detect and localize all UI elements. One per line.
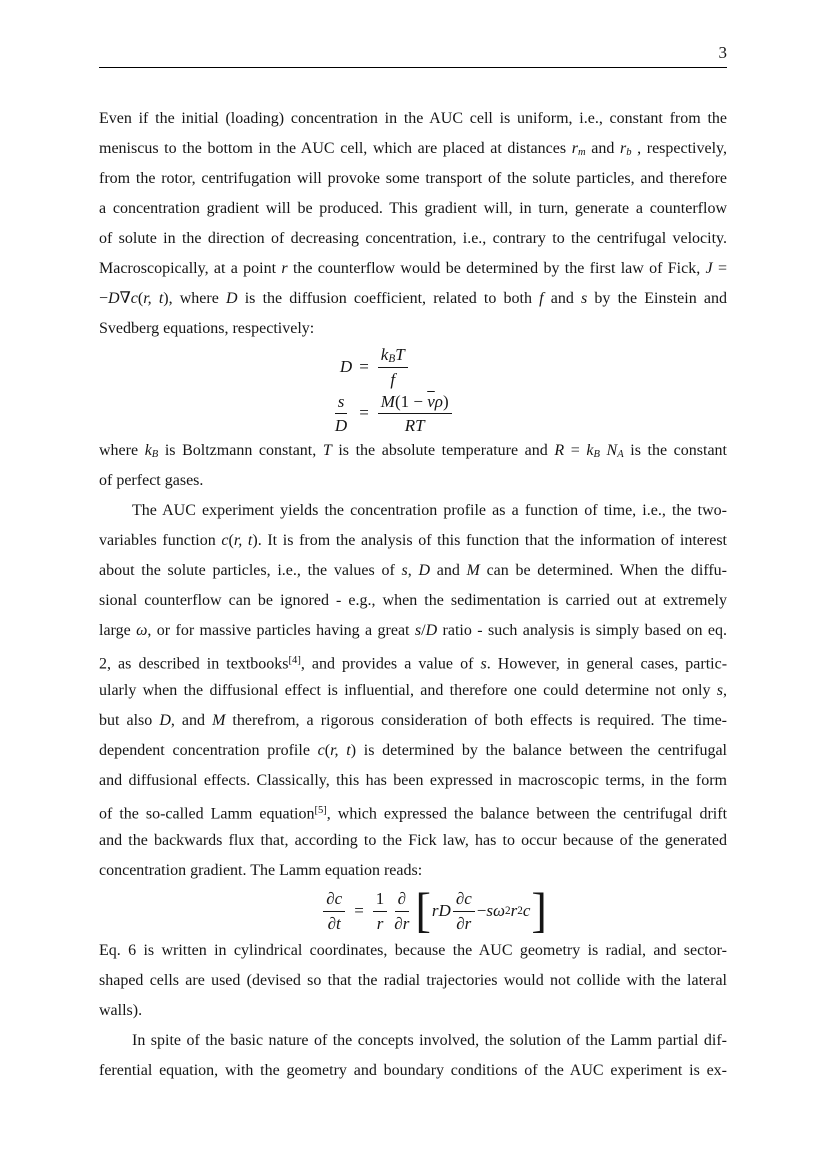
text-run: r <box>619 140 627 157</box>
text-run: B <box>151 449 159 461</box>
text-line <box>99 466 727 496</box>
text-run: [5] <box>314 805 327 816</box>
fraction-denominator <box>453 912 474 934</box>
text-run: and <box>543 290 582 307</box>
fraction-numerator <box>323 888 345 911</box>
text-line <box>99 616 727 646</box>
text-run: ( <box>137 290 144 307</box>
text-run: f <box>539 290 544 307</box>
equation-row <box>99 344 629 391</box>
text-run: s <box>414 622 422 639</box>
text-line <box>99 586 727 616</box>
text-line <box>99 996 727 1026</box>
text-run: sional counterflow can be ignored - e.g., when the sedimentation is carried out at extremely <box>99 592 727 609</box>
text-run: T <box>322 442 332 459</box>
text-run: is the absolute temperature and <box>331 442 555 459</box>
text-run: D <box>334 415 348 435</box>
text-run: rD <box>431 901 451 920</box>
text-run: of perfect gases. <box>99 472 204 489</box>
text-line <box>99 194 727 224</box>
text-run: dependent concentration profile <box>99 742 318 759</box>
text-run: M <box>380 391 395 411</box>
text-line <box>99 796 727 826</box>
fraction-numerator <box>378 391 452 414</box>
text-run: = <box>564 442 587 459</box>
text-run: can be determined. When the diffu- <box>479 562 728 579</box>
text-run: k <box>144 442 152 459</box>
text-run: 2 <box>517 905 523 917</box>
header-rule <box>99 67 727 68</box>
text-run: Svedberg equations, respectively: <box>99 320 315 337</box>
text-run: − <box>99 290 109 307</box>
text-line <box>99 966 727 996</box>
equation-row <box>99 391 629 437</box>
text-run: , <box>407 562 419 579</box>
text-run: D <box>159 712 171 729</box>
text-run: ) is determined by the balance between the centrifugal <box>350 742 727 759</box>
text-run: and <box>585 140 620 157</box>
text-run: 2 <box>504 905 511 917</box>
text-run: Macroscopically, at a point <box>99 260 282 277</box>
text-run: D <box>425 622 438 639</box>
text-run: and diffusional effects. Classically, this has been expressed in macroscopic terms, in the form <box>99 772 727 789</box>
text-run: from the rotor, centrifugation will provoke some transport of the solute particles, and therefore <box>99 170 727 187</box>
text-line <box>99 526 727 556</box>
text-run: s <box>480 655 487 673</box>
text-run: / <box>421 622 426 639</box>
text-run: concentration gradient. The Lamm equation reads: <box>99 862 423 879</box>
text-run: variables function <box>99 532 222 549</box>
text-run: = <box>712 260 727 277</box>
text-run: M <box>466 562 480 579</box>
text-run: shaped cells are used (devised so that the radial trajectories would not collide with the lateral <box>99 972 727 989</box>
text-run: ∇ <box>119 290 131 307</box>
text-run: large <box>99 622 137 639</box>
text-line <box>99 766 727 796</box>
equation-lhs <box>99 391 352 437</box>
text-run: r, t <box>330 742 351 759</box>
text-run: ∂ <box>397 889 407 909</box>
text-line <box>99 134 727 164</box>
text-line <box>99 496 727 526</box>
text-run: B <box>388 353 396 366</box>
equation-lhs <box>99 357 352 377</box>
text-run: , which expressed the balance between the centrifugal drift <box>326 805 728 823</box>
fraction-numerator <box>453 888 475 911</box>
bracket: [ <box>415 883 431 938</box>
text-run: , <box>723 682 727 699</box>
fraction-denominator <box>332 414 350 436</box>
text-run: s <box>337 391 345 411</box>
fraction-numerator <box>395 888 409 911</box>
text-run: 1 <box>375 889 385 909</box>
text-run: of the so-called Lamm equation <box>99 805 315 823</box>
text-run: (1 − <box>394 391 428 411</box>
text-line <box>99 164 727 194</box>
text-run: ∂r <box>394 913 410 933</box>
text-run: N <box>606 442 618 459</box>
text-run: meniscus to the bottom in the AUC cell, which are placed at distances <box>99 140 572 157</box>
equation-rhs <box>376 344 629 391</box>
text-run: where <box>99 442 145 459</box>
equation-rhs <box>371 883 619 938</box>
text-line <box>99 436 727 466</box>
text-run: therefrom, a rigorous consideration of both effects is required. The time- <box>225 712 727 729</box>
fraction <box>378 391 452 437</box>
fraction-numerator <box>335 391 348 414</box>
text-run: c <box>522 901 531 920</box>
text-run: ω <box>136 622 148 639</box>
text-run: ferential equation, with the geometry and boundary conditions of the AUC experiment is ex- <box>99 1062 727 1079</box>
text-run: but also <box>99 712 160 729</box>
text-run: ), where <box>163 290 227 307</box>
equation-rhs <box>376 391 629 437</box>
text-run: ularly when the diffusional effect is influential, and therefore one could determine not only <box>99 682 717 699</box>
text-run: r <box>510 901 518 920</box>
text-run: b <box>626 147 632 159</box>
text-run: r <box>376 913 384 933</box>
text-run: ( <box>324 742 331 759</box>
text-run: k <box>586 442 594 459</box>
text-run: is Boltzmann constant, <box>158 442 323 459</box>
fraction <box>391 888 412 934</box>
text-line <box>99 284 727 314</box>
equation-row <box>99 883 619 938</box>
text-run: ratio - such analysis is simply based on eq. <box>437 622 728 639</box>
text-run: ). It is from the analysis of this function that the information of interest <box>252 532 727 549</box>
fraction-numerator <box>373 888 388 911</box>
text-run: s <box>716 682 723 699</box>
fraction-denominator <box>325 912 344 934</box>
equals-sign: = <box>359 403 369 423</box>
text-run: B <box>593 449 600 461</box>
text-line <box>99 826 727 856</box>
fraction-denominator <box>391 912 412 934</box>
fraction-denominator <box>402 414 428 436</box>
text-run: m <box>577 147 586 159</box>
text-run: D <box>339 357 353 377</box>
text-run: $\overline{v}$ <box>427 391 435 411</box>
text-run: c <box>130 290 138 307</box>
fraction <box>453 888 475 934</box>
text-run: , respectively, <box>631 140 727 157</box>
text-run: is the constant <box>623 442 728 459</box>
text-run: D <box>226 290 238 307</box>
text-line <box>99 254 727 284</box>
fraction <box>378 344 408 391</box>
text-run: ∂c <box>326 889 343 909</box>
text-run: r <box>281 260 288 277</box>
text-run: ( <box>228 532 234 549</box>
text-run: R <box>554 442 565 459</box>
text-run: r, t <box>143 290 164 307</box>
text-run: , or for massive particles having a great <box>147 622 415 639</box>
text-run: Even if the initial (loading) concentration in the AUC cell is uniform, i.e., constant from the <box>99 110 727 127</box>
body-text <box>99 104 727 1086</box>
text-run: D <box>418 562 431 579</box>
text-run: ) <box>442 391 449 411</box>
text-line <box>99 556 727 586</box>
lamm-equation <box>99 883 619 938</box>
text-run: of solute in the direction of decreasing concentration, i.e., contrary to the centrifugal velocity. <box>99 230 727 247</box>
text-line <box>99 676 727 706</box>
fraction-numerator <box>378 344 408 368</box>
text-run: . However, in general cases, partic- <box>486 655 728 673</box>
text-run: ∂t <box>327 913 341 933</box>
text-run: , and provides a value of <box>300 655 481 673</box>
text-run: f <box>390 370 396 390</box>
equals-sign: = <box>354 901 364 920</box>
text-run: c <box>317 742 325 759</box>
fraction <box>323 888 345 934</box>
text-run: and the backwards flux that, according to the Fick law, has to occur because of the generated <box>99 832 727 849</box>
text-run: J <box>705 260 713 277</box>
text-run: Eq. 6 is written in cylindrical coordinates, because the AUC geometry is radial, and sector- <box>99 942 727 959</box>
fraction-denominator <box>374 912 387 934</box>
text-run: [4] <box>288 655 301 666</box>
text-run: about the solute particles, i.e., the values of <box>99 562 402 579</box>
text-line <box>99 1026 727 1056</box>
text-run: a concentration gradient will be produced. This gradient will, in turn, generate a counterflow <box>99 200 727 217</box>
text-line <box>99 736 727 766</box>
equals-sign: = <box>359 357 369 377</box>
text-run: and <box>430 562 467 579</box>
text-run: the counterflow would be determined by the first law of Fick, <box>287 260 706 277</box>
text-run: ∂r <box>456 913 472 933</box>
text-line <box>99 706 727 736</box>
fraction-denominator <box>387 368 398 390</box>
page-number: 3 <box>718 43 727 62</box>
text-run: walls). <box>99 1002 143 1019</box>
text-run: T <box>395 345 405 364</box>
text-run: , and <box>170 712 213 729</box>
text-line <box>99 104 727 134</box>
text-run: by the Einstein and <box>587 290 727 307</box>
text-run: ρ <box>434 391 443 411</box>
text-run: k <box>380 345 389 364</box>
text-run <box>600 442 607 459</box>
fraction <box>332 391 350 437</box>
text-run: s <box>581 290 588 307</box>
fraction <box>373 888 388 934</box>
text-line <box>99 936 727 966</box>
equation-lhs <box>99 888 347 934</box>
einstein-svedberg-equations <box>99 344 629 436</box>
text-run: r <box>571 140 578 157</box>
text-line <box>99 1056 727 1086</box>
text-run: sω <box>486 901 505 920</box>
text-run: The AUC experiment yields the concentration profile as a function of time, i.e., the two- <box>132 502 727 519</box>
text-run: RT <box>404 415 425 435</box>
text-run: − <box>476 901 487 920</box>
text-run: c <box>221 532 229 549</box>
text-run: r, t <box>233 532 253 549</box>
text-run: A <box>617 449 624 461</box>
text-run: is the diffusion coefficient, related to both <box>237 290 540 307</box>
text-line <box>99 224 727 254</box>
text-run: M <box>212 712 226 729</box>
text-run: In spite of the basic nature of the concepts involved, the solution of the Lamm partial dif- <box>132 1032 727 1049</box>
bracket: ] <box>531 883 547 938</box>
text-line <box>99 646 727 676</box>
text-run: 2, as described in textbooks <box>99 655 289 673</box>
text-line <box>99 314 727 344</box>
text-line <box>99 856 727 886</box>
text-run: ∂c <box>455 889 472 909</box>
text-run: D <box>108 290 120 307</box>
text-run: s <box>401 562 408 579</box>
